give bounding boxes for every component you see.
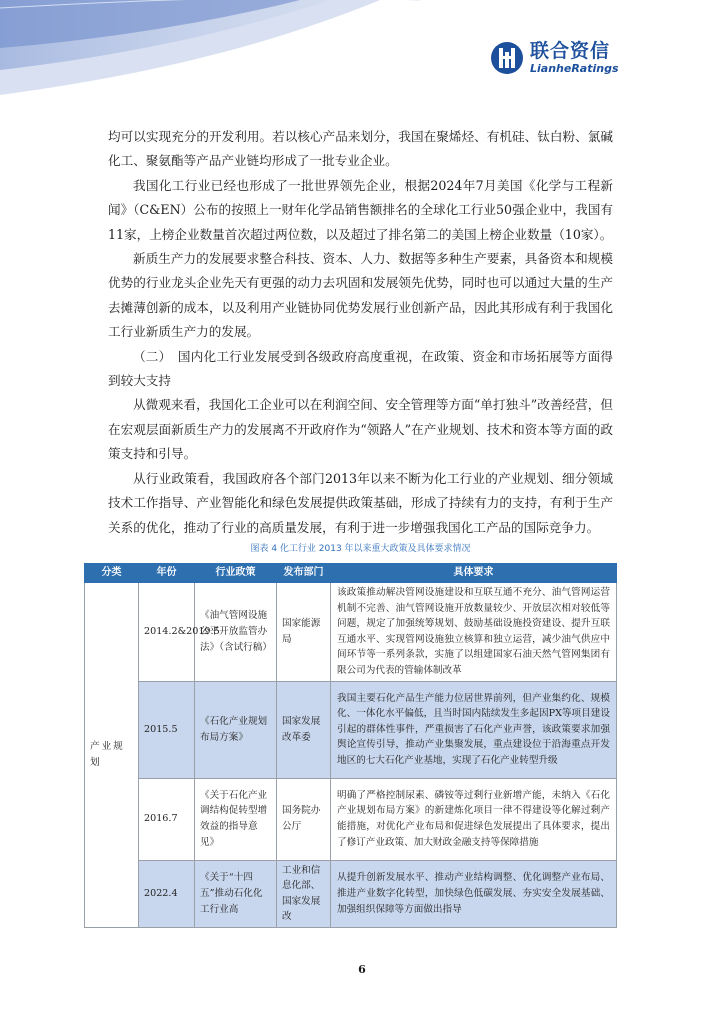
year-cell: 2022.4 xyxy=(139,860,195,927)
policy-cell: 《石化产业规划布局方案》 xyxy=(195,681,277,778)
policy-cell: 《关于“十四五”推动石化化工行业高 xyxy=(195,860,277,927)
header-policy: 行业政策 xyxy=(195,564,277,583)
brand-name-cn: 联合资信 xyxy=(530,40,611,62)
dept-cell: 工业和信息化部、国家发展改 xyxy=(277,860,331,927)
policy-cell: 《油气管网设施公平开放监管办法》（含试行稿） xyxy=(195,583,277,682)
table-row xyxy=(85,860,617,927)
requirement-cell: 该政策推动解决管网设施建设和互联互通不充分、油气管网运营机制不完善、油气管网设施开放数量较少、开放层次相对较低等问题，规定了加强统筹规划、鼓励基础设施投资建设、提升互联互通水平、实现管网设施独立核算和独立运营，减少油气供应中间环节等一系列条款，实施了以组建国家石油天然气管网集团有限公司为代表的管输体制改革 xyxy=(331,583,617,682)
dept-cell: 国家能源局 xyxy=(277,583,331,682)
header-category: 分类 xyxy=(85,564,139,583)
table-row xyxy=(85,778,617,860)
year-cell: 2015.5 xyxy=(139,681,195,778)
paragraph-3: 新质生产力的发展要求整合科技、资本、人力、数据等多种生产要素，具备资本和规模优势的行业龙头企业先天有更强的动力去巩固和发展领先优势，同时也可以通过大量的生产去摊薄创新的成本，以及利用产业链协同优势发展行业创新产品，因此其形成有利于我国化工行业新质生产力的发展。 xyxy=(108,251,613,340)
section-heading: （二） 国内化工行业发展受到各级政府高度重视，在政策、资金和市场拓展等方面得到较大支持 xyxy=(108,348,613,389)
header-department: 发布部门 xyxy=(277,564,331,583)
header-year: 年份 xyxy=(139,564,195,583)
year-cell: 2016.7 xyxy=(139,778,195,860)
page-number: 6 xyxy=(358,963,366,976)
dept-cell: 国家发展改革委 xyxy=(277,681,331,778)
paragraph-5: 从行业政策看，我国政府各个部门2013年以来不断为化工行业的产业规划、细分领域技术工作指导、产业智能化和绿色发展提供政策基础，形成了持续有力的支持，有利于生产关系的优化，推动了行业的高质量发展，有利于进一步增强我国化工产品的国际竞争力。 xyxy=(108,470,613,535)
table-caption: 图表 4 化工行业 2013 年以来重大政策及具体要求情况 xyxy=(250,543,471,554)
lianhe-logo-icon xyxy=(490,41,524,75)
policy-table xyxy=(84,563,617,928)
policy-cell: 《关于石化产业调结构促转型增效益的指导意见》 xyxy=(195,778,277,860)
requirement-cell: 我国主要石化产品生产能力位居世界前列，但产业集约化、规模化、一体化水平偏低，且当时国内陆续发生多起因PX等项目建设引起的群体性事件，严重损害了石化产业声誉，该政策要求加强舆论宣传引导，推动产业集聚发展，重点建设位于沿海重点开发地区的七大石化产业基地，实现了石化产业转型升级 xyxy=(331,681,617,778)
brand-logo xyxy=(490,40,619,75)
year-cell: 2014.2&2019.5 xyxy=(139,583,195,682)
requirement-cell: 明确了严格控制尿素、磷铵等过剩行业新增产能，未纳入《石化产业规划布局方案》的新建炼化项目一律不得建设等化解过剩产能措施，对优化产业布局和促进绿色发展提出了具体要求，提出了修订产业政策、加大财政金融支持等保障措施 xyxy=(331,778,617,860)
brand-name-en: LianheRatings xyxy=(530,62,619,75)
requirement-cell: 从提升创新发展水平、推动产业结构调整、优化调整产业布局、推进产业数字化转型，加快绿色低碳发展、夯实安全发展基础、加强组织保障等方面做出指导 xyxy=(331,860,617,927)
header-requirements: 具体要求 xyxy=(331,564,617,583)
paragraph-4: 从微观来看，我国化工企业可以在利润空间、安全管理等方面“单打独斗”改善经营，但在宏观层面新质生产力的发展离不开政府作为“领路人”在产业规划、技术和资本等方面的政策支持和引导。 xyxy=(108,397,613,462)
paragraph-1: 均可以实现充分的开发利用。若以核心产品来划分，我国在聚烯烃、有机硅、钛白粉、氯碱化工、聚氨酯等产品产业链均形成了一批专业企业。 xyxy=(108,129,613,169)
table-header-row xyxy=(85,564,617,583)
category-cell: 产业规划 xyxy=(85,583,139,928)
table-row xyxy=(85,583,617,682)
document-body xyxy=(108,125,613,559)
table-row xyxy=(85,681,617,778)
paragraph-2: 我国化工行业已经也形成了一批世界领先企业，根据2024年7月美国《化学与工程新闻》（C&EN）公布的按照上一财年化学品销售额排名的全球化工行业50强企业中，我国有11家，上榜企业数量首次超过两位数，以及超过了排名第二的美国上榜企业数量（10家）。 xyxy=(108,177,613,242)
dept-cell: 国务院办公厅 xyxy=(277,778,331,860)
